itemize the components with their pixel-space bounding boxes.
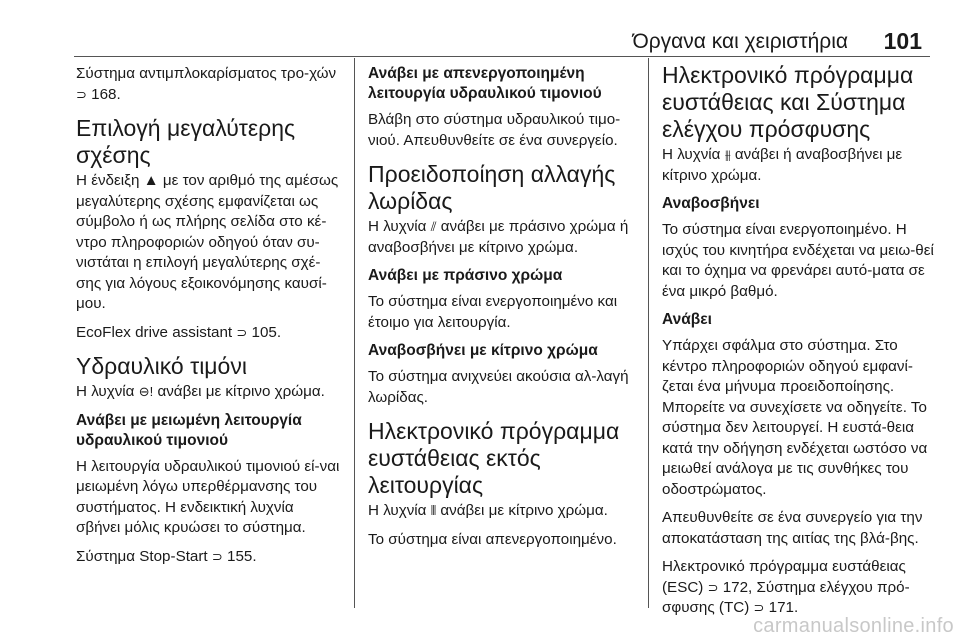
heading-esc-off: Ηλεκτρονικό πρόγραμμα ευστάθειας εκτός λειτουργίας <box>368 418 620 498</box>
heading-lane-departure: Προειδοποίηση αλλαγής λωρίδας <box>368 161 616 214</box>
ref-arrow-icon: ⊃ <box>76 86 87 102</box>
heading-yellow-blink: Αναβοσβήνει με κίτρινο χρώμα <box>368 342 598 359</box>
abs-reference: Σύστημα αντιμπλοκαρίσματος τρο-χών ⊃ 168. <box>76 65 337 103</box>
workshop-text: Απευθυνθείτε σε ένα συνεργείο για την αποκατάσταση της αιτίας της βλά-βης. <box>662 509 923 547</box>
green-text: Το σύστημα είναι ενεργοποιημένο και έτοιμο για λειτουργία. <box>368 293 618 331</box>
ref-arrow-icon: ⊃ <box>211 548 223 564</box>
heading-steering-disabled: Ανάβει με απενεργοποιημένη λειτουργία υδραυλικού τιμονιού <box>368 65 602 102</box>
header-title: Όργανα και χειριστήρια <box>632 30 848 53</box>
steering-text: Η λυχνία ⊖! ανάβει με κίτρινο χρώμα. <box>76 382 342 403</box>
heading-upshift: Επιλογή μεγαλύτερης σχέσης <box>76 115 296 168</box>
esc-off-icon: ⫴ <box>430 503 437 518</box>
ref-arrow-icon: ⊃ <box>236 324 248 340</box>
stopstart-reference: Σύστημα Stop-Start ⊃ 155. <box>76 547 257 565</box>
column-1 <box>76 64 342 575</box>
esc-tc-page-link-2[interactable]: 171. <box>768 599 799 616</box>
heading-power-steering: Υδραυλικό τιμόνι <box>76 353 247 379</box>
upshift-text: Η ένδειξη ▲ με τον αριθμό της αμέσως μεγαλύτερης σχέσης εμφανίζεται ως σύμβολο ή ως πλήρης σελίδα στο κέ-ντρο πληροφοριών οδηγού όταν συ-νιστάται η επιλογή μεγαλύτερης σχέ-σης για λόγους εξοικονόμησης καυσί-μου. <box>76 172 339 312</box>
yellow-text: Το σύστημα ανιχνεύει ακούσια αλ-λαγή λωρίδας. <box>368 368 629 406</box>
esc-off-text-2: Το σύστημα είναι απενεργοποιημένο. <box>368 530 617 548</box>
stopstart-page-link[interactable]: 155. <box>227 547 257 565</box>
ecoflex-page-link[interactable]: 105. <box>251 323 282 341</box>
reduced-steering-text: Η λειτουργία υδραυλικού τιμονιού εί-ναι μειωμένη λόγω υπερθέρμανσης του συστήματος. Η ενδεικτική λυχνία σβήνει μόλις κρυώσει το σύστημα. <box>76 457 340 536</box>
lane-departure-icon: ⫽ <box>430 219 437 234</box>
heading-green: Ανάβει με πράσινο χρώμα <box>368 267 563 284</box>
steering-warning-icon: ⊖! <box>138 384 154 399</box>
column-2 <box>368 64 638 558</box>
abs-page-link[interactable]: 168. <box>91 85 121 103</box>
esc-tc-page-link-1[interactable]: 172, Σύστημα ελέγχου πρό-σφυσης (TC) <box>662 578 910 616</box>
column-divider-2 <box>648 58 649 608</box>
heading-reduced-steering: Ανάβει με μειωμένη λειτουργία υδραυλικού τιμονιού <box>76 411 302 449</box>
esc-off-text: Η λυχνία ⫴ ανάβει με κίτρινο χρώμα. <box>368 501 638 522</box>
heading-esc-tc: Ηλεκτρονικό πρόγραμμα ευστάθειας και Σύστημα ελέγχου πρόσφυσης <box>662 62 914 142</box>
ref-arrow-icon: ⊃ <box>753 600 765 615</box>
column-3 <box>662 62 934 627</box>
header-rule <box>74 56 930 57</box>
heading-illuminated: Ανάβει <box>662 311 712 328</box>
lane-text: Η λυχνία ⫽ ανάβει με πράσινο χρώμα ή αναβοσβήνει με κίτρινο χρώμα. <box>368 218 629 256</box>
column-divider-1 <box>354 58 355 608</box>
esc-tc-references: Ηλεκτρονικό πρόγραμμα ευστάθειας (ESC) ⊃ 172, Σύστημα ελέγχου πρό-σφυσης (TC) ⊃ 171. <box>662 558 910 616</box>
page-header <box>0 0 960 58</box>
illuminated-text: Υπάρχει σφάλμα στο σύστημα. Στο κέντρο πληροφοριών οδηγού εμφανί-ζεται ένα μήνυμα προειδοποίησης. Μπορείτε να συνεχίσετε να οδηγείτε. Το σύστημα δεν λειτουργεί. Η ευστά-θεια κατά την οδήγηση ενδέχεται ωστόσο να μειωθεί ανάλογα με τις συνθήκες του οδοστρώματος. <box>662 337 928 498</box>
blinking-text: Το σύστημα είναι ενεργοποιημένο. Η ισχύς του κινητήρα ενδέχεται να μειω-θεί και το όχημα να φρενάρει αυτό-ματα σε ένα μικρό βαθμό. <box>662 221 934 300</box>
esc-text: Η λυχνία ⫵ ανάβει ή αναβοσβήνει με κίτρινο χρώμα. <box>662 146 903 184</box>
page-number: 101 <box>883 28 922 54</box>
heading-blinking: Αναβοσβήνει <box>662 195 760 212</box>
ref-arrow-icon: ⊃ <box>707 579 719 595</box>
esc-tc-icon: ⫵ <box>724 147 731 162</box>
watermark: carmanualsonline.info <box>753 615 954 637</box>
ecoflex-reference: EcoFlex drive assistant ⊃ 105. <box>76 323 282 341</box>
steering-disabled-text: Βλάβη στο σύστημα υδραυλικού τιμο-νιού. Απευθυνθείτε σε ένα συνεργείο. <box>368 111 621 149</box>
